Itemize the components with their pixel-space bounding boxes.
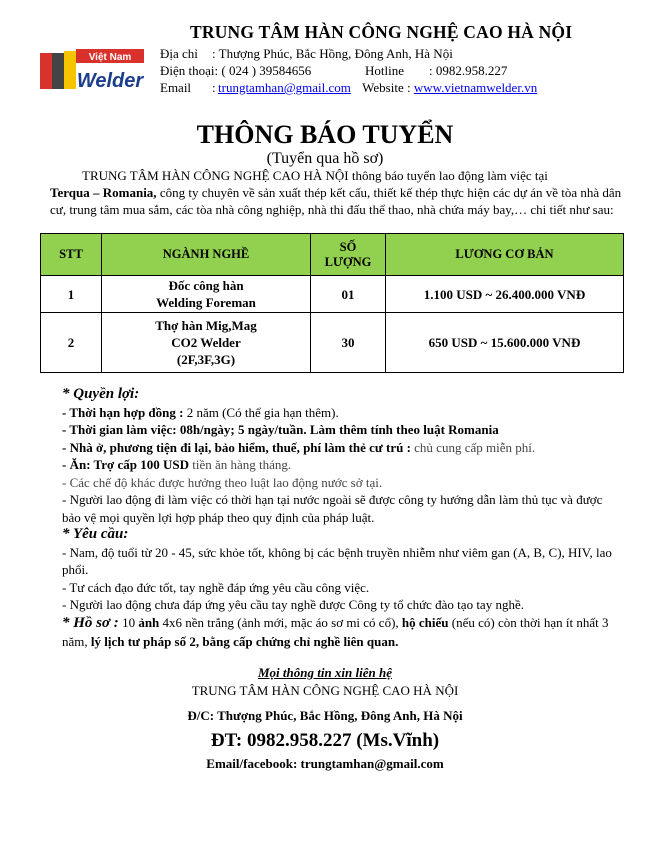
contact-email: Email/facebook: trungtamhan@gmail.com xyxy=(206,756,444,771)
website-link[interactable]: www.vietnamwelder.vn xyxy=(413,80,538,95)
intro-text: TRUNG TÂM HÀN CÔNG NGHỆ CAO HÀ NỘI thông báo tuyển lao động làm việc tại Terqua – Romania, công ty chuyên về sản xuất thép kết cấu, thiết kế thép thực hiện các dự án về tòa nhà dân cư, trung tâm mua sắm, các tòa nhà công nghiệp, nhà thi đấu thể thao, nhà chứa máy bay,… chi tiết như sau: xyxy=(50,168,622,217)
col-salary: LƯƠNG CƠ BẢN xyxy=(386,234,624,276)
table-header-row xyxy=(41,234,624,276)
col-qty: SỐ LƯỢNG xyxy=(311,234,386,276)
phone-row: Điện thoại: ( 024 ) 39584656 Hotline : 0982.958.227 xyxy=(160,63,508,78)
row-salary: 1.100 USD ~ 26.400.000 VNĐ xyxy=(386,276,624,313)
row-salary: 650 USD ~ 15.600.000 VNĐ xyxy=(386,313,624,373)
table-row xyxy=(41,276,624,313)
requirements-heading: * Yêu cầu: xyxy=(62,526,129,542)
col-job: NGÀNH NGHỀ xyxy=(102,234,311,276)
svg-text:Việt Nam: Việt Nam xyxy=(88,52,132,63)
row-stt: 2 xyxy=(41,313,102,373)
contact-address: Đ/C: Thượng Phúc, Bắc Hồng, Đông Anh, Hà Nội xyxy=(187,708,463,723)
requirements-section: * Yêu cầu: - Nam, độ tuổi từ 20 - 45, sức khỏe tốt, không bị các bệnh truyền nhiễm như viêm gan (A, B, C), HIV, lao phổi. - Tư cách đạo đức tốt, tay nghề đáp ứng yêu cầu công việc. - Người lao động chưa đáp ứng yêu cầu tay nghề được Công ty tổ chức đào tạo tay nghề. xyxy=(62,526,622,614)
jobs-table xyxy=(40,233,624,373)
row-qty: 01 xyxy=(311,276,386,313)
row-stt: 1 xyxy=(41,276,102,313)
email-link[interactable]: trungtamhan@gmail.com xyxy=(218,80,351,95)
email-row: Email : trungtamhan@gmail.com Website : www.vietnamwelder.vn xyxy=(160,80,538,95)
contact-phone: ĐT: 0982.958.227 (Ms.Vĩnh) xyxy=(210,730,440,751)
notice-title: THÔNG BÁO TUYỂN xyxy=(196,120,454,149)
svg-text:Welder: Welder xyxy=(76,70,144,92)
company-logo xyxy=(36,47,148,94)
col-stt: STT xyxy=(41,234,102,276)
table-row xyxy=(41,313,624,373)
benefits-heading: * Quyền lợi: xyxy=(62,386,140,402)
benefits-section: * Quyền lợi: - Thời hạn hợp đồng : 2 năm (Có thể gia hạn thêm). - Thời gian làm việc: 08h/ngày; 5 ngày/tuần. Làm thêm tính theo luật Romania - Nhà ở, phương tiện đi lại, bảo hiểm, thuế, phí làm thẻ cư trú : chủ cung cấp miễn phí. - Ăn: Trợ cấp 100 USD tiền ăn hàng tháng. - Các chế độ khác được hưởng theo luật lao động nước sở tại. - Người lao động đi làm việc có thời hạn tại nước ngoài sẽ được công ty hướng dẫn làm thủ tục và được bảo vệ mọi quyền lợi hợp pháp theo quy định của pháp luật. xyxy=(62,386,622,526)
contact-org: TRUNG TÂM HÀN CÔNG NGHỆ CAO HÀ NỘI xyxy=(191,683,459,698)
row-job: Thợ hàn Mig,Mag CO2 Welder (2F,3F,3G) xyxy=(102,313,311,373)
notice-subtitle: (Tuyển qua hồ sơ) xyxy=(266,150,384,167)
documents-section: * Hồ sơ : 10 ảnh 4x6 nền trắng (ảnh mới, mặc áo sơ mi có cổ), hộ chiếu (nếu có) còn thời hạn ít nhất 3 năm, lý lịch tư pháp số 2, bằng cấp chứng chỉ nghề liên quan. xyxy=(62,615,609,649)
row-job: Đốc công hàn Welding Foreman xyxy=(102,276,311,313)
row-qty: 30 xyxy=(311,313,386,373)
org-name: TRUNG TÂM HÀN CÔNG NGHỆ CAO HÀ NỘI xyxy=(190,22,573,42)
contact-heading: Mọi thông tin xin liên hệ xyxy=(257,665,392,680)
welder-logo-icon xyxy=(36,47,148,94)
address-row: Địa chỉ : Thượng Phúc, Bắc Hồng, Đông Anh, Hà Nội xyxy=(160,46,453,61)
